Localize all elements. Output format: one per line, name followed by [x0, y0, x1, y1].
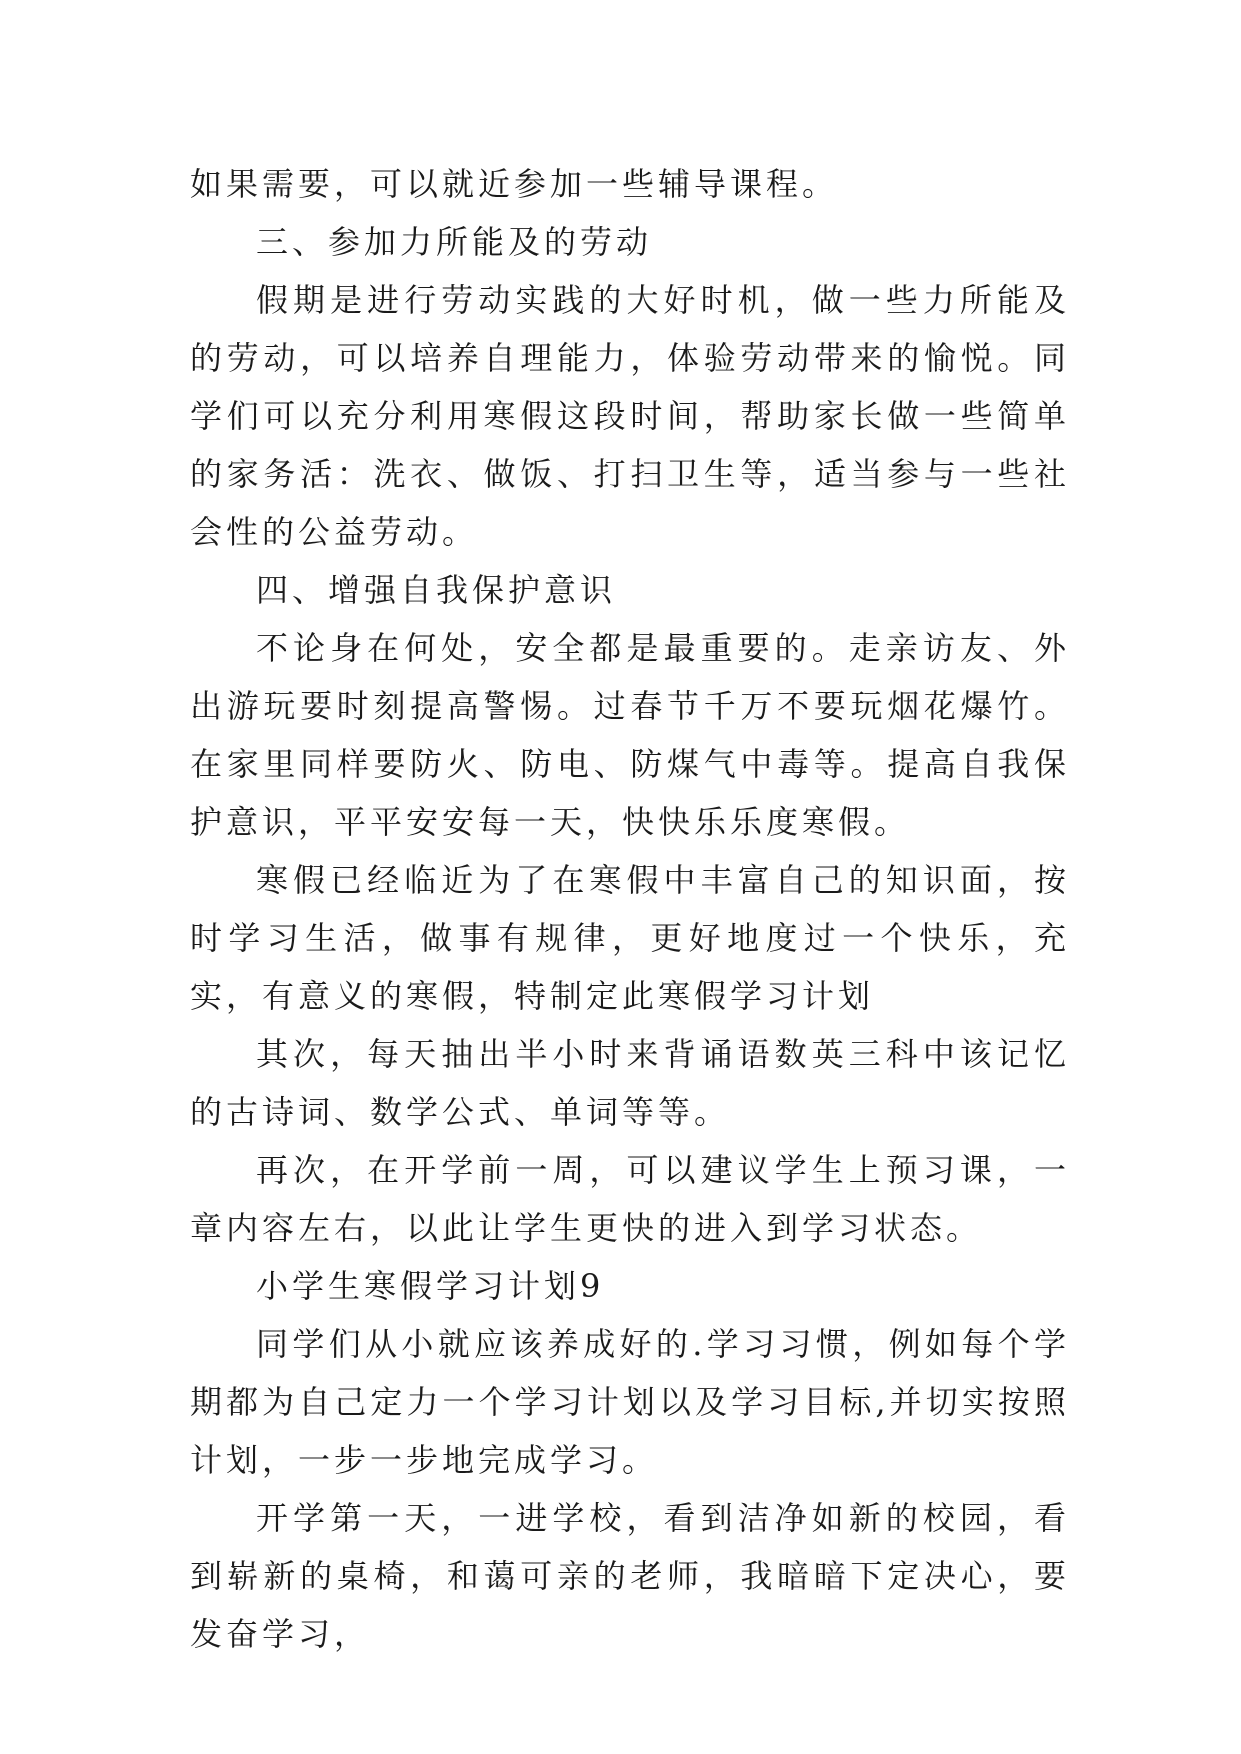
paragraph-labor: 假期是进行劳动实践的大好时机，做一些力所能及的劳动，可以培养自理能力，体验劳动带来的愉悦。同学们可以充分利用寒假这段时间，帮助家长做一些简单的家务活：洗衣、做饭、打扫卫生等，适当参与一些社会性的公益劳动。	[190, 281, 1070, 551]
paragraph-preview: 再次，在开学前一周，可以建议学生上预习课，一章内容左右，以此让学生更快的进入到学习状态。	[190, 1151, 1070, 1247]
paragraph-memorize: 其次，每天抽出半小时来背诵语数英三科中该记忆的古诗词、数学公式、单词等等。	[190, 1035, 1070, 1131]
paragraph-first-day: 开学第一天，一进学校，看到洁净如新的校园，看到崭新的桌椅，和蔼可亲的老师，我暗暗下定决心，要发奋学习，	[190, 1499, 1070, 1653]
paragraph-safety: 不论身在何处，安全都是最重要的。走亲访友、外出游玩要时刻提高警惕。过春节千万不要玩烟花爆竹。在家里同样要防火、防电、防煤气中毒等。提高自我保护意识，平平安安每一天，快快乐乐度寒假。	[190, 629, 1070, 841]
paragraph-continued: 如果需要，可以就近参加一些辅导课程。	[190, 165, 839, 203]
paragraph-habits: 同学们从小就应该养成好的.学习习惯，例如每个学期都为自己定力一个学习计划以及学习目标,并切实按照计划，一步一步地完成学习。	[190, 1325, 1070, 1479]
paragraph-plan-intro: 寒假已经临近为了在寒假中丰富自己的知识面，按时学习生活，做事有规律，更好地度过一个快乐，充实，有意义的寒假，特制定此寒假学习计划	[190, 861, 1070, 1015]
section-heading-safety: 四、增强自我保护意识	[256, 571, 617, 609]
document-body	[190, 155, 1070, 1663]
section-heading-plan-9: 小学生寒假学习计划9	[256, 1267, 605, 1305]
section-heading-labor: 三、参加力所能及的劳动	[256, 223, 653, 261]
